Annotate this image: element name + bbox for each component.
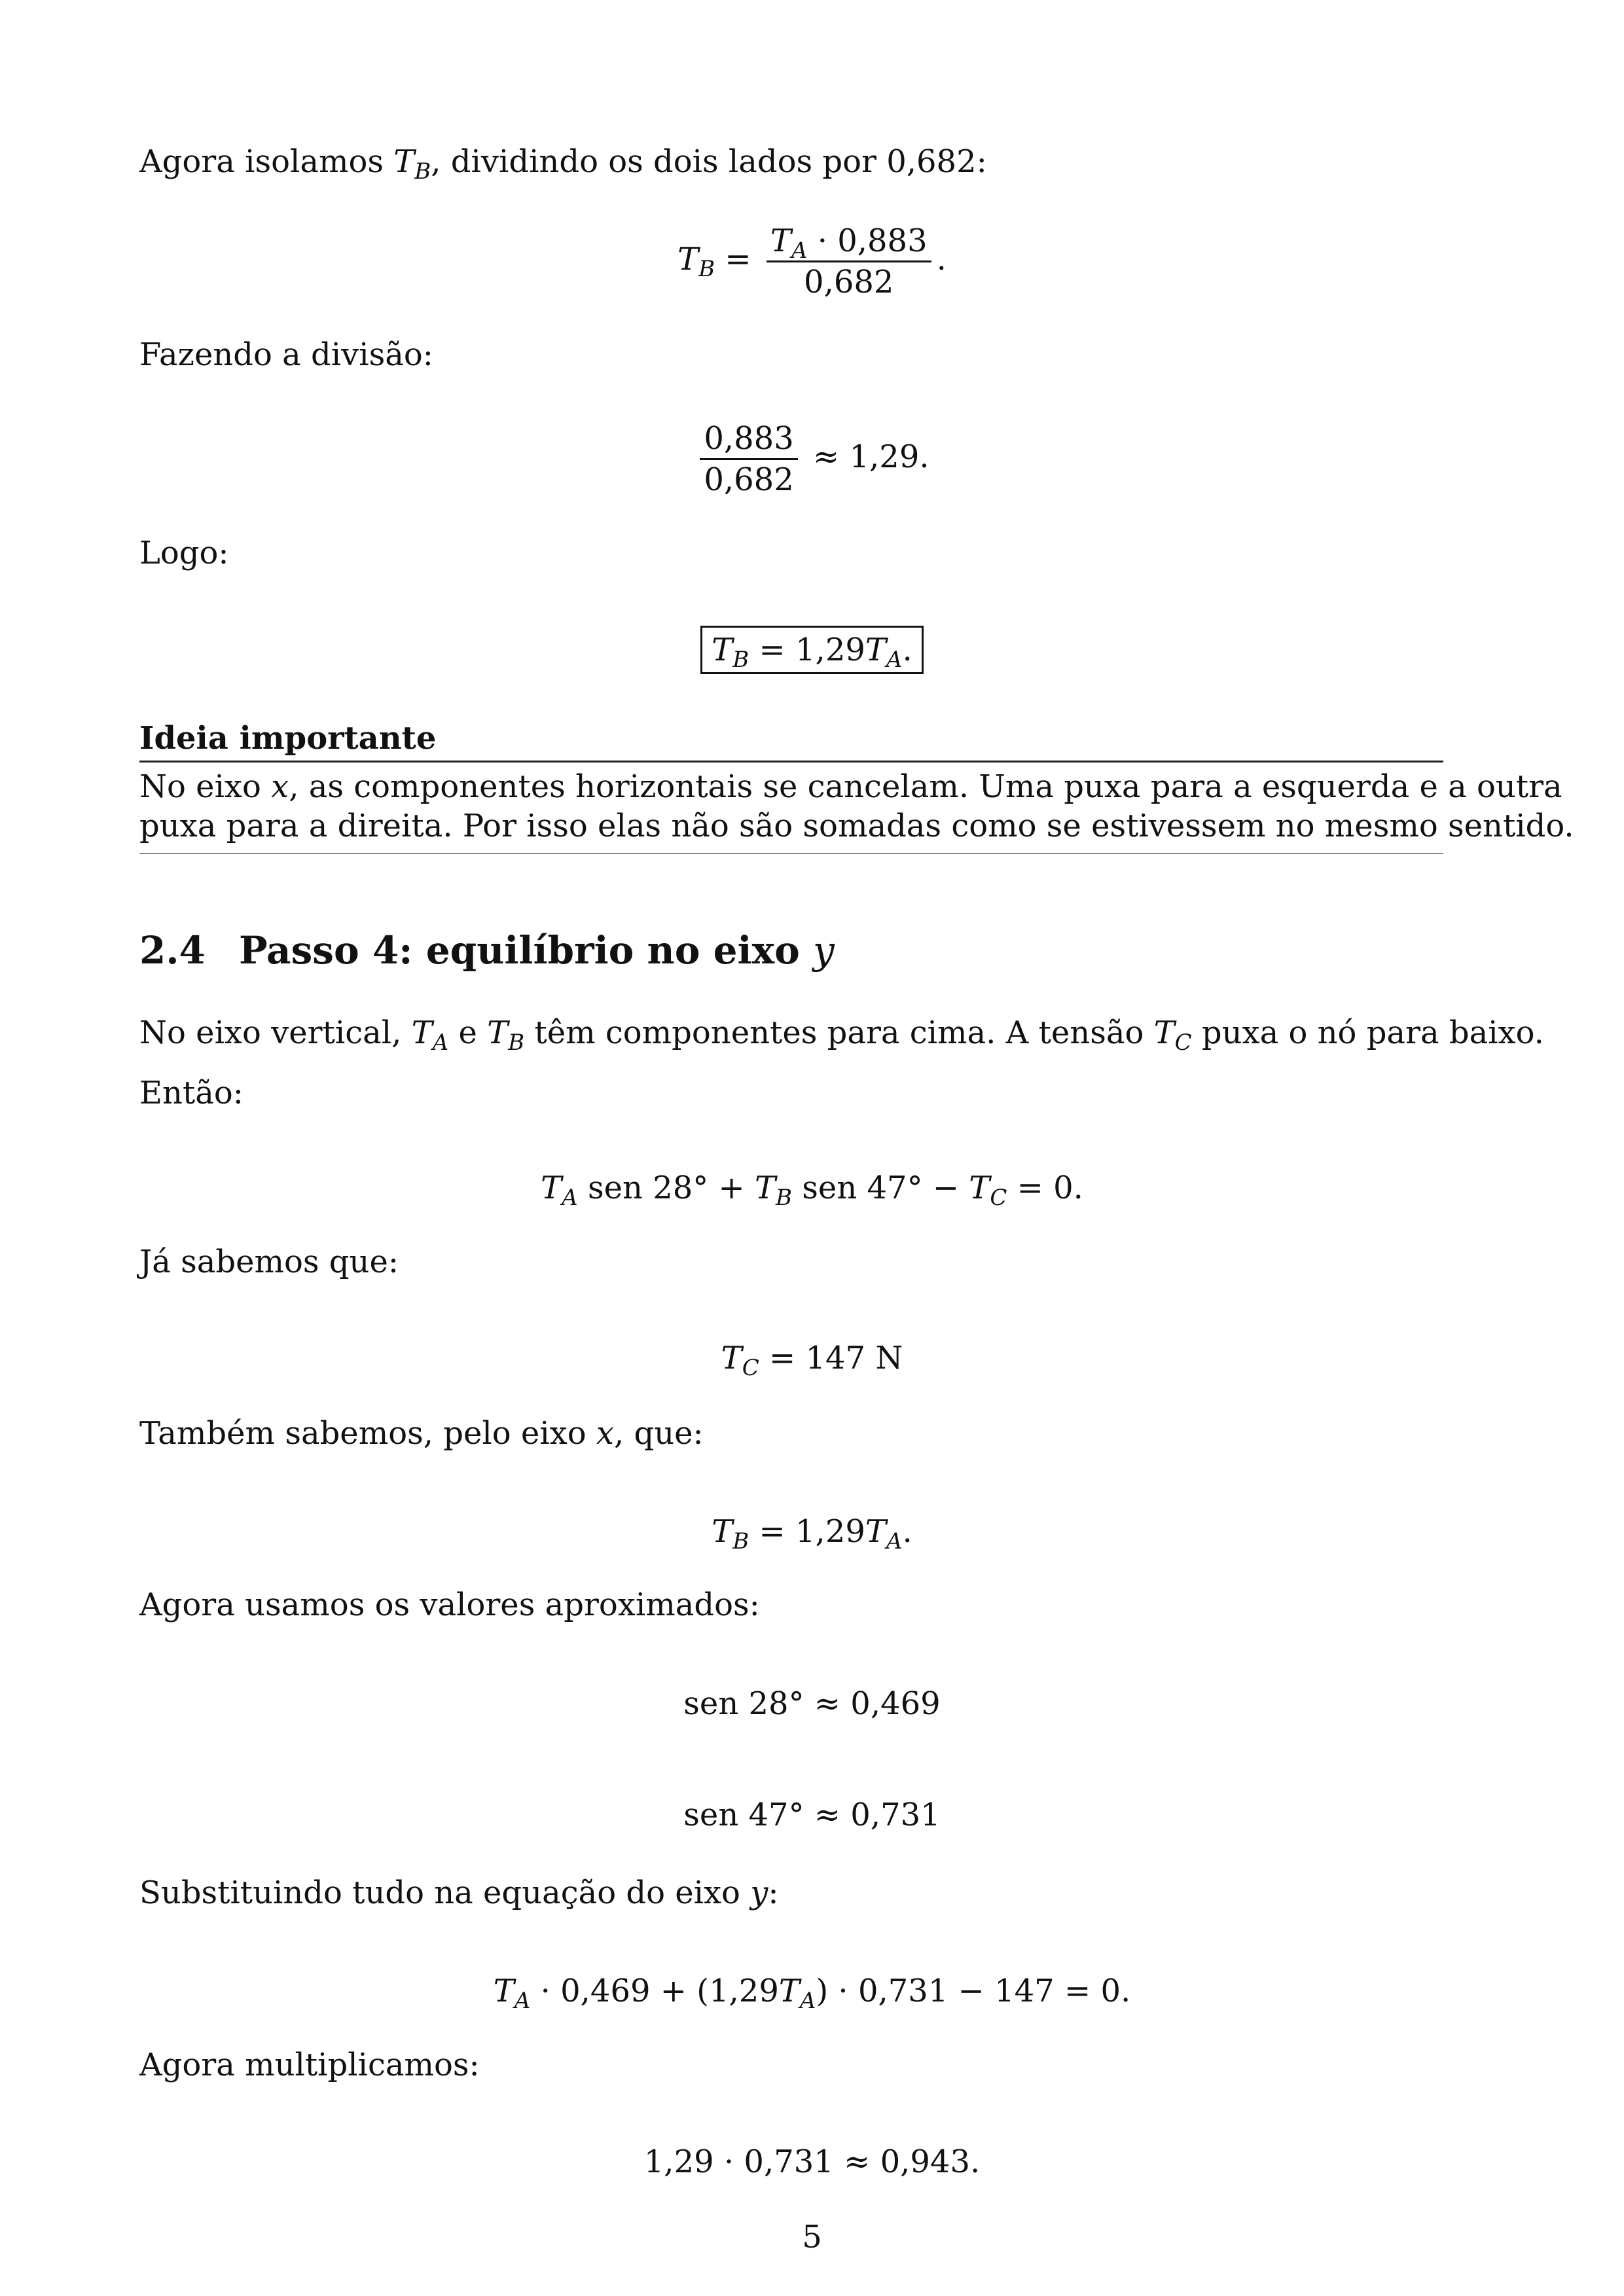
math-punct: . — [936, 241, 947, 278]
math-text: sen 47° − — [792, 1170, 969, 1206]
math-sub: A — [791, 238, 808, 264]
math-sub: A — [799, 1988, 816, 2014]
equation-sen47: sen 47° ≈ 0,731 — [683, 1797, 941, 1833]
math-var: T — [778, 1973, 800, 2009]
math-var: y — [750, 1874, 768, 1911]
fraction — [700, 419, 797, 499]
math-punct: . — [902, 632, 912, 668]
paragraph-aproximados: Agora usamos os valores aproximados: — [139, 1587, 760, 1623]
paragraph-division: Fazendo a divisão: — [139, 336, 433, 373]
text: têm componentes para cima. A tensão — [524, 1014, 1154, 1051]
equation-y-equilibrium — [0, 1168, 1624, 1211]
fraction-numerator — [767, 221, 931, 262]
math-var: T — [755, 1170, 776, 1206]
page-number: 5 — [802, 2219, 822, 2255]
text: e — [448, 1014, 488, 1051]
math-var: T — [411, 1014, 433, 1051]
paragraph-logo: Logo: — [139, 535, 229, 571]
text: No eixo vertical, — [139, 1014, 412, 1051]
section-title: Passo 4: equilíbrio no eixo — [239, 928, 813, 973]
paragraph-tambem — [139, 1414, 1449, 1453]
callout-line-1 — [139, 767, 1562, 806]
math-sub: B — [776, 1185, 793, 1211]
math-sub: C — [742, 1355, 759, 1381]
text: No eixo — [139, 768, 272, 805]
math-var: T — [865, 632, 886, 668]
math-var: T — [865, 1513, 886, 1550]
math-sub: B — [508, 1030, 525, 1056]
math-sub: A — [432, 1030, 449, 1056]
fraction-denominator: 0,682 — [804, 264, 894, 300]
equation-multiplication: 1,29 · 0,731 ≈ 0,943. — [643, 2144, 981, 2180]
math-var: T — [770, 223, 791, 259]
math-sub: A — [562, 1185, 578, 1211]
callout-bottom-rule — [139, 853, 1443, 854]
math-text: = 0. — [1007, 1170, 1083, 1206]
equation-tc — [0, 1338, 1624, 1381]
math-var: y — [812, 928, 835, 973]
section-number: 2.4 — [139, 928, 206, 973]
math-sub: B — [698, 256, 715, 282]
math-var: T — [969, 1170, 990, 1206]
math-var: T — [541, 1170, 562, 1206]
math-text: = 147 N — [759, 1340, 903, 1376]
text: Agora isolamos — [139, 143, 394, 180]
math-sub: B — [414, 158, 431, 185]
paragraph-ja-sabemos: Já sabemos que: — [139, 1244, 399, 1280]
math-text: = 1,29 — [749, 1513, 865, 1550]
paragraph-vertical-axis — [139, 1013, 1544, 1056]
text: : — [768, 1874, 779, 1911]
math-var: T — [721, 1340, 742, 1376]
math-text: = 1,29 — [749, 632, 865, 668]
equation-tb-relation — [0, 1512, 1624, 1554]
fraction-numerator: 0,883 — [700, 419, 797, 460]
math-punct: . — [902, 1513, 912, 1550]
math-op: = — [715, 241, 761, 278]
math-sub: C — [1174, 1030, 1192, 1056]
math-text: · 0,469 + (1,29 — [530, 1973, 779, 2009]
text: , dividindo os dois lados por 0,682: — [431, 143, 987, 180]
math-sub: A — [514, 1988, 531, 2014]
text: , as componentes horizontais se cancelam. Uma puxa para a esquerda e a outra — [289, 768, 1562, 805]
math-text: ) · 0,731 − 147 = 0. — [816, 1973, 1131, 2009]
equation-sen28: sen 28° ≈ 0,469 — [683, 1685, 941, 1722]
paragraph-isolate — [139, 142, 1449, 185]
callout-top-rule — [139, 761, 1443, 762]
paragraph-entao: Então: — [139, 1075, 244, 1111]
equation-substituted — [0, 1971, 1624, 2014]
math-var: T — [712, 1513, 733, 1550]
callout-line-2: puxa para a direita. Por isso elas não são somadas como se estivessem no mesmo sentido. — [139, 808, 1574, 844]
math-sub: A — [886, 647, 903, 673]
equation-tb-fraction — [0, 221, 1624, 302]
text: Substituindo tudo na equação do eixo — [139, 1874, 751, 1911]
paragraph-substituindo — [139, 1873, 1449, 1912]
section-heading — [139, 927, 835, 973]
math-sub: B — [732, 647, 749, 673]
math-var: T — [677, 241, 699, 278]
fraction-denominator: 0,682 — [704, 461, 794, 498]
math-var: T — [487, 1014, 509, 1051]
text: , que: — [613, 1415, 704, 1452]
math-var: x — [271, 768, 289, 805]
math-text: sen 28° + — [577, 1170, 755, 1206]
equation-boxed-result — [0, 626, 1624, 674]
math-sub: B — [732, 1528, 749, 1554]
math-text: · 0,883 — [807, 223, 928, 259]
math-var: x — [596, 1415, 614, 1452]
boxed-result — [700, 626, 923, 674]
math-var: T — [712, 632, 733, 668]
math-sub: A — [886, 1528, 903, 1554]
math-sub: C — [990, 1185, 1007, 1211]
text: puxa o nó para baixo. — [1191, 1014, 1544, 1051]
callout-title: Ideia importante — [139, 720, 437, 757]
math-text: ≈ 1,29. — [803, 439, 929, 475]
paragraph-multiplicamos: Agora multiplicamos: — [139, 2047, 480, 2083]
math-var: T — [1153, 1014, 1175, 1051]
equation-division — [0, 419, 1624, 499]
math-var: T — [493, 1973, 514, 2009]
math-var: T — [393, 143, 415, 180]
fraction — [767, 221, 931, 302]
text: Também sabemos, pelo eixo — [139, 1415, 596, 1452]
